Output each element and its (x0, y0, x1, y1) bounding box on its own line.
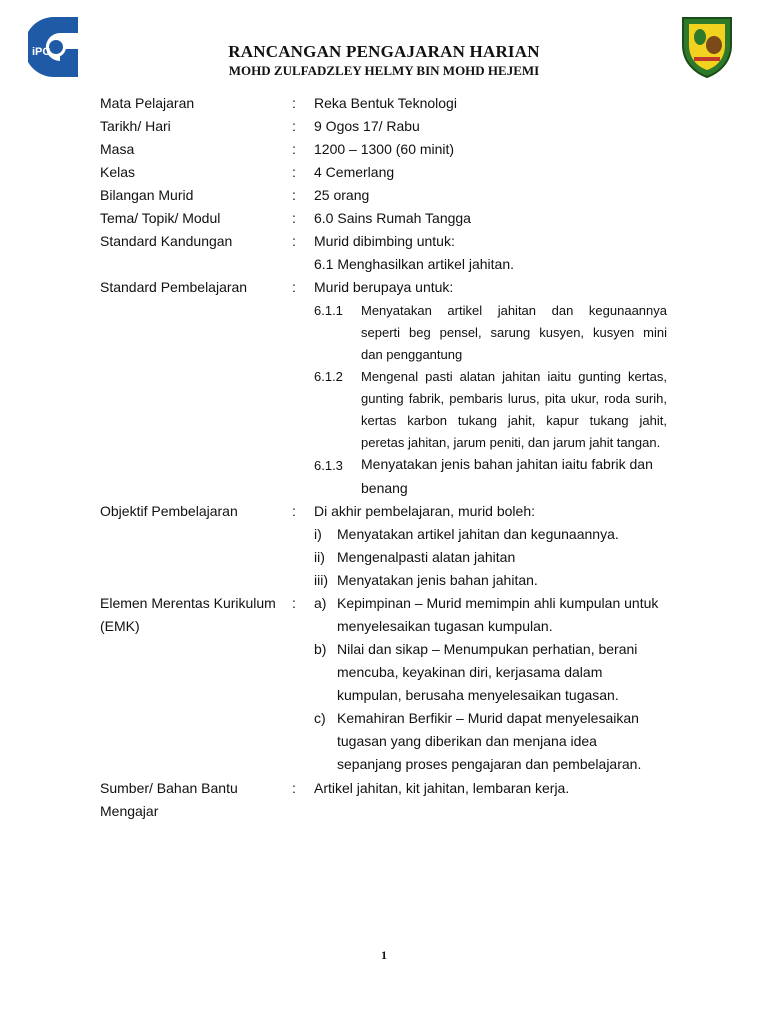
colon: : (292, 780, 296, 796)
content-standard-text: 6.1 Menghasilkan artikel jahitan. (314, 256, 515, 272)
objective-number: ii) (314, 549, 325, 565)
emk-item-line: Nilai dan sikap – Menumpukan perhatian, berani (337, 641, 638, 657)
field-row-standard-pembelajaran (0, 279, 768, 301)
field-label: Tema/ Topik/ Modul (100, 210, 221, 226)
field-row-masa (0, 141, 768, 163)
objective-text: Mengenalpasti alatan jahitan (337, 549, 516, 565)
field-label: Standard Pembelajaran (100, 279, 248, 295)
learning-standard-line: peretas jahitan, jarum peniti, dan jarum jahit tangan. (361, 435, 661, 450)
learning-standard-line: Mengenal pasti alatan jahitan iaitu gunting kertas, (361, 369, 667, 384)
field-label: Kelas (100, 164, 136, 180)
field-value: 6.0 Sains Rumah Tangga (314, 210, 471, 226)
field-row-tema (0, 210, 768, 232)
objective-number: i) (314, 526, 322, 542)
field-label: Mengajar (100, 803, 159, 819)
field-label: Masa (100, 141, 135, 157)
objective-text: Menyatakan jenis bahan jahitan. (337, 572, 538, 588)
field-value: Murid berupaya untuk: (314, 279, 454, 295)
learning-standard-number: 6.1.3 (314, 458, 343, 473)
colon: : (292, 503, 296, 519)
learning-standard-line: benang (361, 480, 408, 496)
field-row-tarikh (0, 118, 768, 140)
field-value: 4 Cemerlang (314, 164, 395, 180)
emk-item-line: menyelesaikan tugasan kumpulan. (337, 618, 553, 634)
colon: : (292, 279, 296, 295)
learning-standard-line: Menyatakan jenis bahan jahitan iaitu fabrik dan (361, 456, 653, 472)
learning-standard-line: kertas karbon tukang jahit, kapur tukang jahit, (361, 413, 667, 428)
colon: : (292, 141, 296, 157)
field-label: Objektif Pembelajaran (100, 503, 238, 519)
field-value: Artikel jahitan, kit jahitan, lembaran kerja. (314, 780, 570, 796)
field-row-kelas (0, 164, 768, 186)
ipg-logo-text: iPG (32, 46, 51, 58)
learning-standard-line: Menyatakan artikel jahitan dan kegunaannya (361, 303, 667, 318)
colon: : (292, 187, 296, 203)
field-label: Bilangan Murid (100, 187, 194, 203)
field-row-mata-pelajaran (0, 95, 768, 117)
colon: : (292, 118, 296, 134)
field-label: Mata Pelajaran (100, 95, 195, 111)
field-row-standard-kandungan (0, 233, 768, 255)
field-row-objektif (0, 503, 768, 525)
field-label: (EMK) (100, 618, 140, 634)
colon: : (292, 164, 296, 180)
field-value: Reka Bentuk Teknologi (314, 95, 457, 111)
colon: : (292, 95, 296, 111)
emk-item-line: Kepimpinan – Murid memimpin ahli kumpulan untuk (337, 595, 659, 611)
field-label: Tarikh/ Hari (100, 118, 171, 134)
field-value: 25 orang (314, 187, 370, 203)
field-value: 9 Ogos 17/ Rabu (314, 118, 420, 134)
field-label: Standard Kandungan (100, 233, 233, 249)
learning-standard-line: seperti beg pensel, sarung kusyen, kusyen mini (361, 325, 667, 340)
field-label: Elemen Merentas Kurikulum (100, 595, 276, 611)
emk-item-line: Kemahiran Berfikir – Murid dapat menyelesaikan (337, 710, 639, 726)
learning-standard-line: gunting fabrik, pembaris lurus, pita ukur, roda surih, (361, 391, 667, 406)
emk-item-line: tugasan yang diberikan dan menjana idea (337, 733, 597, 749)
emk-item-letter: a) (314, 595, 327, 611)
field-row-bilangan-murid (0, 187, 768, 209)
teacher-name: MOHD ZULFADZLEY HELMY BIN MOHD HEJEMI (228, 63, 540, 78)
colon: : (292, 595, 296, 611)
objective-number: iii) (314, 572, 328, 588)
page-number: 1 (381, 948, 387, 962)
emk-item-line: mencuba, keyakinan diri, kerjasama dalam (337, 664, 603, 680)
colon: : (292, 210, 296, 226)
field-value: Di akhir pembelajaran, murid boleh: (314, 503, 535, 519)
emk-item-line: sepanjang proses pengajaran dan pembelajaran. (337, 756, 642, 772)
learning-standard-number: 6.1.2 (314, 369, 343, 384)
emk-item-letter: b) (314, 641, 327, 657)
learning-standard-number: 6.1.1 (314, 303, 343, 318)
colon: : (292, 233, 296, 249)
field-label: Sumber/ Bahan Bantu (100, 780, 238, 796)
field-value: Murid dibimbing untuk: (314, 233, 455, 249)
emk-item-line: kumpulan, berusaha menyelesaikan tugasan. (337, 687, 619, 703)
objective-text: Menyatakan artikel jahitan dan kegunaannya. (337, 526, 619, 542)
page-title: RANCANGAN PENGAJARAN HARIAN (228, 42, 540, 61)
emk-item-letter: c) (314, 710, 326, 726)
learning-standard-line: dan penggantung (361, 347, 463, 362)
field-value: 1200 – 1300 (60 minit) (314, 141, 455, 157)
